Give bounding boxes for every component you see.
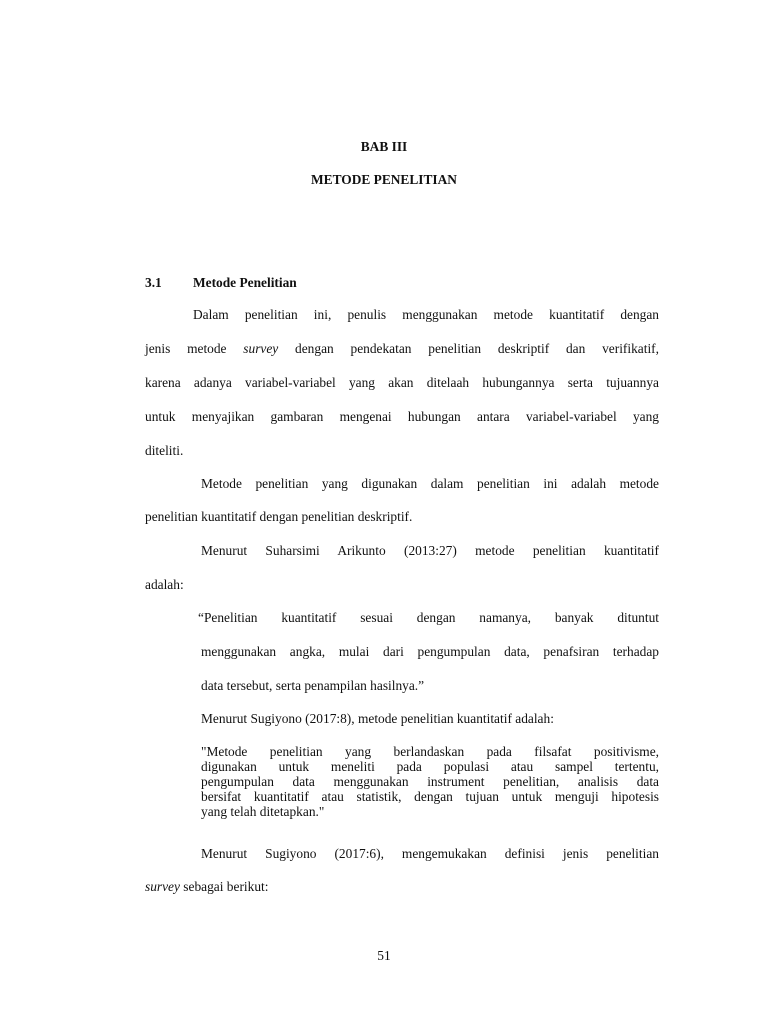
chapter-title: METODE PENELITIAN — [311, 172, 457, 187]
chapter-label: BAB III — [360, 139, 408, 154]
paragraph-2-line-2: penelitian kuantitatif dengan penelitian deskriptif. — [145, 509, 413, 524]
quote-2-line-1: "Metode penelitian yang berlandaskan pada filsafat positivisme, — [201, 744, 659, 759]
paragraph-1-line-4: untuk menyajikan gambaran mengenai hubungan antara variabel-variabel yang — [145, 409, 659, 424]
paragraph-1-line-2: jenis metode survey dengan pendekatan penelitian deskriptif dan verifikatif, — [145, 341, 659, 356]
paragraph-5-line-2: survey sebagai berikut: — [145, 879, 269, 894]
quote-1-line-2: menggunakan angka, mulai dari pengumpulan data, penafsiran terhadap — [201, 644, 659, 659]
page-number: 51 — [377, 948, 391, 963]
section-title: Metode Penelitian — [193, 275, 297, 290]
quote-2-line-2: digunakan untuk meneliti pada populasi atau sampel tertentu, — [201, 759, 659, 774]
quote-2-block — [201, 744, 659, 819]
paragraph-4-line-1: Menurut Sugiyono (2017:8), metode penelitian kuantitatif adalah: — [201, 711, 554, 726]
emphasis-survey: survey — [243, 341, 279, 356]
paragraph-3-line-1: Menurut Suharsimi Arikunto (2013:27) metode penelitian kuantitatif — [201, 543, 659, 558]
emphasis-survey-2: survey — [145, 879, 180, 894]
paragraph-1-line-1: Dalam penelitian ini, penulis menggunakan metode kuantitatif dengan — [193, 307, 659, 322]
quote-2-line-4: bersifat kuantitatif atau statistik, dengan tujuan untuk menguji hipotesis — [201, 789, 659, 804]
paragraph-1-line-5: diteliti. — [145, 443, 184, 458]
paragraph-1-line-3: karena adanya variabel-variabel yang akan ditelaah hubungannya serta tujuannya — [145, 375, 659, 390]
paragraph-2-line-1: Metode penelitian yang digunakan dalam penelitian ini adalah metode — [201, 476, 659, 491]
quote-1-line-1: “Penelitian kuantitatif sesuai dengan namanya, banyak dituntut — [198, 610, 659, 625]
quote-2-line-3: pengumpulan data menggunakan instrument penelitian, analisis data — [201, 774, 659, 789]
quote-1-line-3: data tersebut, serta penampilan hasilnya.” — [201, 678, 425, 693]
paragraph-3-line-2: adalah: — [145, 577, 184, 592]
paragraph-5-line-1: Menurut Sugiyono (2017:6), mengemukakan definisi jenis penelitian — [201, 846, 659, 861]
section-number: 3.1 — [145, 275, 162, 290]
quote-2-line-5: yang telah ditetapkan." — [201, 804, 325, 819]
